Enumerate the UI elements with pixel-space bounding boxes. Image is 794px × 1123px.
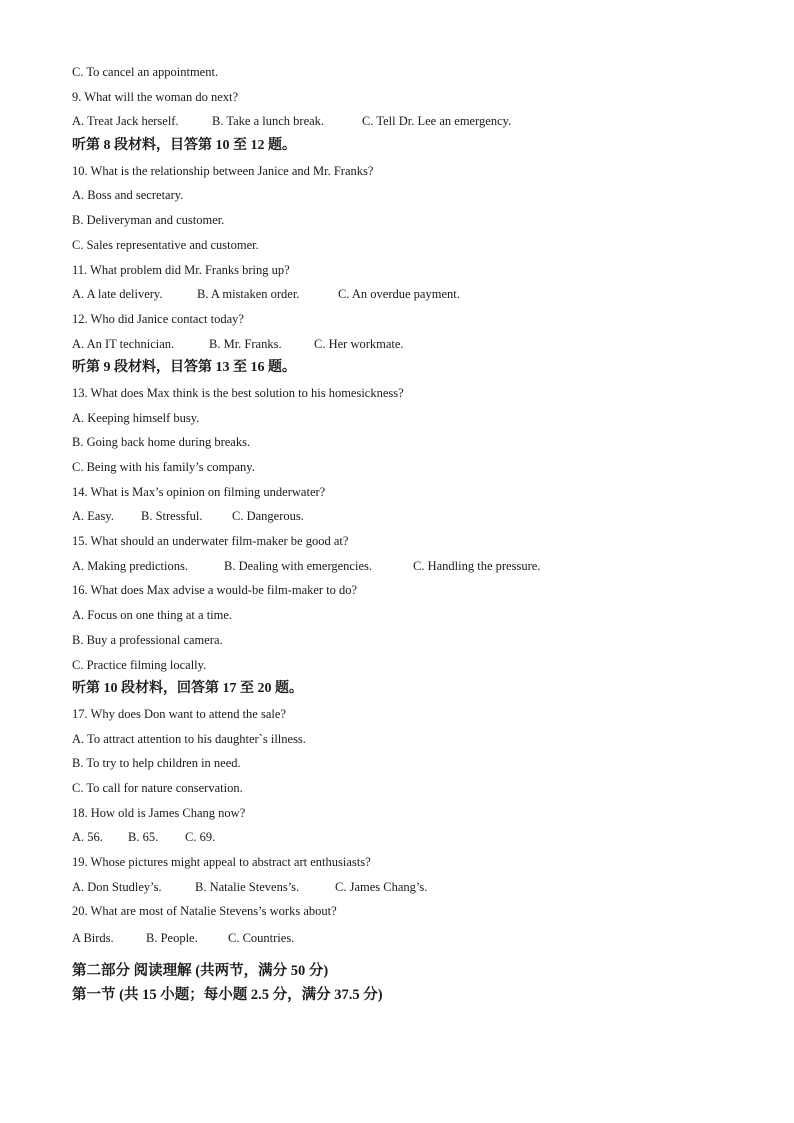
part-two-heading: 第二部分 阅读理解 (共两节，满分 50 分) [72,962,329,979]
question-9: 9. What will the woman do next? [72,89,239,104]
question-16-option-a: A. Focus on one thing at a time. [72,608,233,623]
option-b: B. Mr. Franks. [209,336,282,351]
question-16-option-c: C. Practice filming locally. [72,657,207,672]
question-17-option-b: B. To try to help children in need. [72,756,241,771]
option-a: A. Easy. [72,509,114,524]
question-15-options [72,554,722,579]
question-14-options [72,504,722,529]
option-a: A. 56. [72,830,103,845]
section-heading-9: 听第 9 段材料，目答第 13 至 16 题。 [72,360,296,376]
question-17: 17. Why does Don want to attend the sale? [72,706,286,721]
option-b: B. Natalie Stevens’s. [195,879,300,894]
option-b: B. Stressful. [141,509,203,524]
question-16-option-b: B. Buy a professional camera. [72,632,223,647]
question-20: 20. What are most of Natalie Stevens’s works about? [72,904,337,919]
option-c: C. Countries. [228,931,295,946]
question-18-options [72,825,722,850]
section-one-heading: 第一节 (共 15 小题；每小题 2.5 分，满分 37.5 分) [72,986,383,1003]
spacer [72,951,722,959]
question-12: 12. Who did Janice contact today? [72,311,244,326]
section-heading-8: 听第 8 段材料，目答第 10 至 12 题。 [72,138,296,154]
question-14: 14. What is Max’s opinion on filming underwater? [72,484,326,499]
option-c: C. Dangerous. [232,509,304,524]
option-a: A. Treat Jack herself. [72,114,179,129]
option-c: C. 69. [185,830,216,845]
question-10-option-a: A. Boss and secretary. [72,188,184,203]
option-a: A. Making predictions. [72,558,188,573]
question-11: 11. What problem did Mr. Franks bring up? [72,262,290,277]
question-19: 19. Whose pictures might appeal to abstract art enthusiasts? [72,855,371,869]
question-19-options [72,875,722,900]
question-10: 10. What is the relationship between Janice and Mr. Franks? [72,163,374,178]
question-13-option-a: A. Keeping himself busy. [72,410,200,425]
question-16: 16. What does Max advise a would-be film-maker to do? [72,583,358,598]
option-c: C. Handling the pressure. [413,558,541,573]
question-12-options [72,332,722,357]
question-15: 15. What should an underwater film-maker be good at? [72,534,349,549]
question-17-option-c: C. To call for nature conservation. [72,780,243,795]
question-13-option-c: C. Being with his family’s company. [72,460,255,474]
question-18: 18. How old is James Chang now? [72,805,246,820]
option-b: B. 65. [128,830,159,845]
option-c: C. James Chang’s. [335,879,428,894]
option-b: B. Dealing with emergencies. [224,558,372,573]
question-20-options [72,926,722,951]
question-13: 13. What does Max think is the best solution to his homesickness? [72,385,404,400]
option-b: B. People. [146,931,198,946]
question-17-option-a: A. To attract attention to his daughter`s illness. [72,731,306,746]
option-a: A. A late delivery. [72,287,163,302]
option-c: C. An overdue payment. [338,287,460,302]
question-10-option-b: B. Deliveryman and customer. [72,213,225,228]
option-b: B. A mistaken order. [197,287,300,302]
option-a: A Birds. [72,931,114,946]
question-11-options [72,282,722,307]
q8-option-c: C. To cancel an appointment. [72,65,219,79]
option-c: C. Tell Dr. Lee an emergency. [362,114,512,129]
option-c: C. Her workmate. [314,336,404,351]
question-13-option-b: B. Going back home during breaks. [72,435,251,450]
exam-page [72,60,722,1007]
option-a: A. Don Studley’s. [72,879,162,894]
section-heading-10: 听第 10 段材料，回答第 17 至 20 题。 [72,681,303,697]
question-9-options [72,109,722,134]
question-10-option-c: C. Sales representative and customer. [72,237,259,252]
option-a: A. An IT technician. [72,336,175,351]
option-b: B. Take a lunch break. [212,114,325,129]
